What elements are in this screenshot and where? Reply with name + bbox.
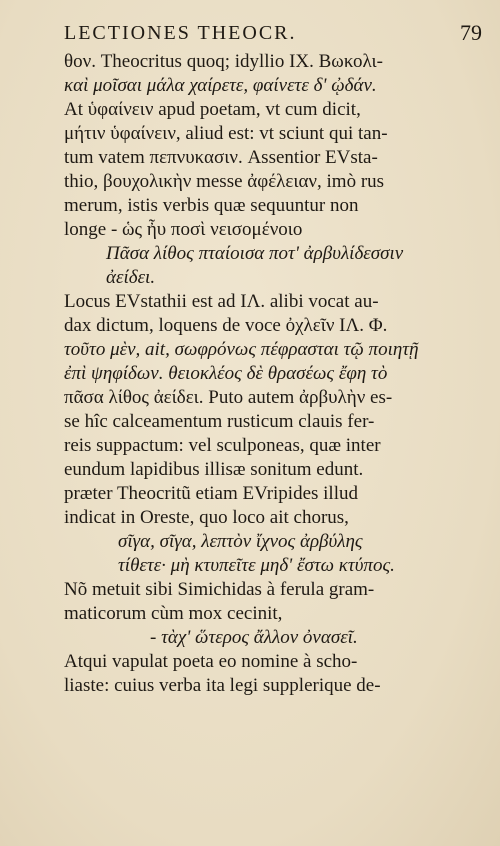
text-line: liaste: cuius verba ita legi supplerique de- xyxy=(64,675,381,696)
text-line: καὶ μοῖσαι μάλα χαίρετε, φαίνετε δ' ᾠδάν. xyxy=(64,75,377,96)
text-line: ἐπὶ ψηφίδων. θειοκλέος δὲ θρασέως ἔφη τὸ xyxy=(64,363,388,384)
running-head: LECTIONES THEOCR. xyxy=(64,22,297,44)
text-line: Locus EVstathii est ad ΙΛ. alibi vocat au- xyxy=(64,291,379,312)
text-line: πᾶσα λίθος ἀείδει. Puto autem ἀρβυλὴν es- xyxy=(64,387,393,408)
text-line: indicat in Oreste, quo loco ait chorus, xyxy=(64,507,349,528)
text-line: θον. Theocritus quoq; idyllio IX. Βωκολι- xyxy=(64,51,383,72)
text-line: præter Theocritũ etiam EVripides illud xyxy=(64,483,358,504)
page-number: 79 xyxy=(460,20,482,45)
verse-line: σῖγα, σῖγα, λεπτὸν ἴχνος ἀρβύλης xyxy=(118,531,363,552)
text-line: At ὑφαίνειν apud poetam, vt cum dicit, xyxy=(64,99,361,120)
text-line: τοῦτο μὲν, ait, σωφρόνως πέφρασται τῷ ποιητῇ xyxy=(64,339,419,360)
text-line: dax dictum, loquens de voce ὀχλεῖν ΙΛ. Φ. xyxy=(64,315,388,336)
text-line: thio, βουχολικὴν messe ἀφέλειαν, imò rus xyxy=(64,171,385,192)
text-line: se hîc calceamentum rusticum clauis fer- xyxy=(64,411,375,432)
text-line: eundum lapidibus illisæ sonitum edunt. xyxy=(64,459,364,480)
text-line: μήτιν ὑφαίνειν, aliud est: vt sciunt qui tan- xyxy=(64,123,388,144)
text-line: Atqui vapulat poeta eo nomine à scho- xyxy=(64,651,358,672)
text-line: longe - ὡς ἦυ ποσὶ νεισομένοιο xyxy=(64,219,303,240)
verse-line: Πᾶσα λίθος πταίοισα ποτ' ἀρβυλίδεσσιν xyxy=(106,243,404,264)
text-line: maticorum cùm mox cecinit, xyxy=(64,603,283,624)
verse-line: ἀείδει. xyxy=(106,267,156,288)
text-line: tum vatem πεπνυκασιν. Assentior EVsta- xyxy=(64,147,378,168)
verse-line: - τὰχ' ὥτερος ἄλλον ὀνασεῖ. xyxy=(150,627,358,648)
text-line: Nõ metuit sibi Simichidas à ferula gram- xyxy=(64,579,375,600)
text-line: merum, istis verbis quæ sequuntur non xyxy=(64,195,359,216)
verse-line: τίθετε· μὴ κτυπεῖτε μηδ' ἔστω κτύπος. xyxy=(118,555,395,576)
text-line: reis suppactum: vel sculponeas, quæ inter xyxy=(64,435,381,456)
